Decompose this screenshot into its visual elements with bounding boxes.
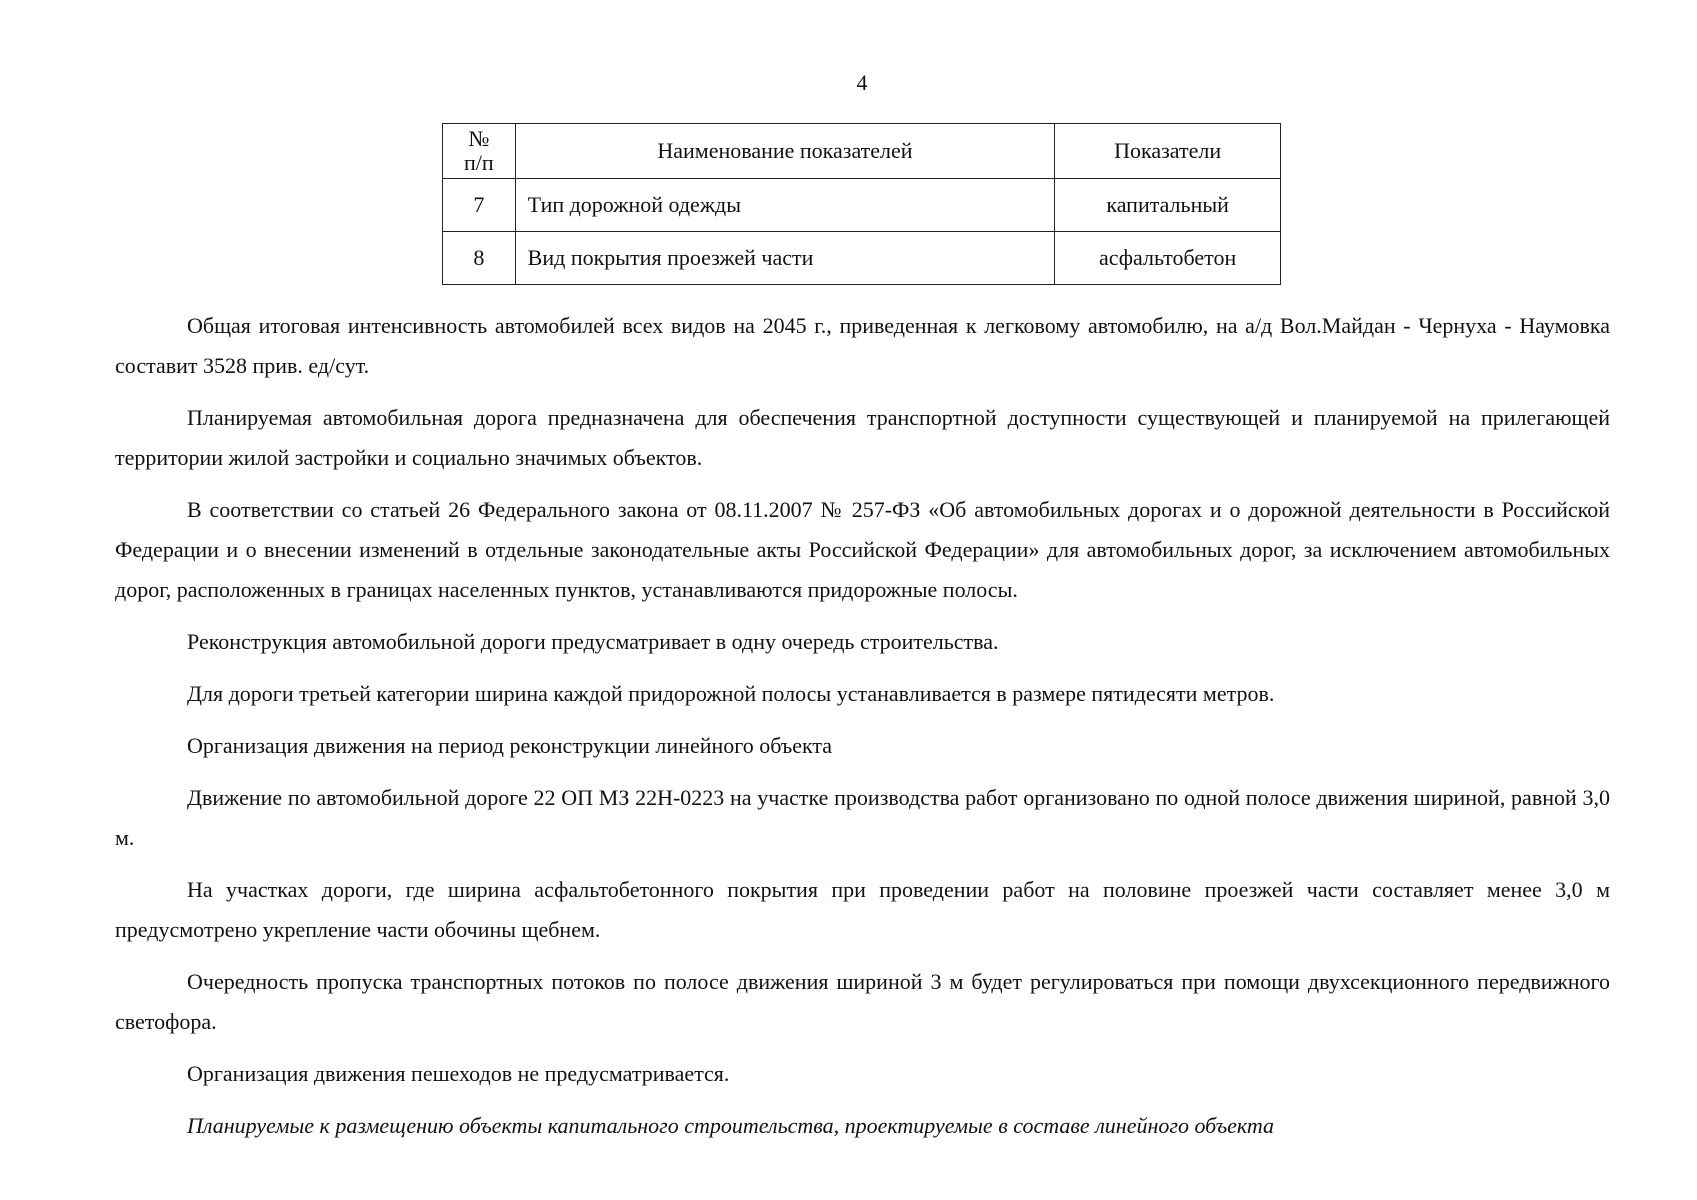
row-indicator-value: капитальный xyxy=(1055,179,1281,232)
header-number-symbol: № xyxy=(468,126,490,151)
table-row xyxy=(443,232,1281,285)
paragraph-traffic-light: Очередность пропуска транспортных потоков по полосе движения шириной 3 м будет регулироваться при помощи двухсекционного передвижного светофора. xyxy=(115,969,1610,1034)
header-indicator-value: Показатели xyxy=(1055,124,1281,179)
row-number: 8 xyxy=(443,232,516,285)
table-header-row xyxy=(443,124,1281,179)
paragraph-traffic-intensity: Общая итоговая интенсивность автомобилей всех видов на 2045 г., приведенная к легковому автомобилю, на а/д Вол.Майдан - Чернуха - Наумовка составит 3528 прив. ед/сут. xyxy=(115,313,1610,378)
row-indicator-name: Тип дорожной одежды xyxy=(515,179,1055,232)
header-indicator-name: Наименование показателей xyxy=(515,124,1055,179)
paragraph-single-lane: Движение по автомобильной дороге 22 ОП МЗ 22Н-0223 на участке производства работ организовано по одной полосе движения шириной, равной 3,0 м. xyxy=(115,785,1610,850)
row-number: 7 xyxy=(443,179,516,232)
paragraph-shoulder-reinforcement: На участках дороги, где ширина асфальтобетонного покрытия при проведении работ на половине проезжей части составляет менее 3,0 м предусмотрено укрепление части обочины щебнем. xyxy=(115,877,1610,942)
indicators-table xyxy=(442,123,1281,285)
paragraph-roadside-strip: Для дороги третьей категории ширина каждой придорожной полосы устанавливается в размере пятидесяти метров. xyxy=(187,681,1275,706)
header-number-abbrev: п/п xyxy=(464,150,494,175)
table-row xyxy=(443,179,1281,232)
paragraph-planned-objects-heading: Планируемые к размещению объекты капитального строительства, проектируемые в составе линейного объекта xyxy=(187,1113,1275,1138)
row-indicator-name: Вид покрытия проезжей части xyxy=(515,232,1055,285)
paragraph-reconstruction-stage: Реконструкция автомобильной дороги предусматривает в одну очередь строительства. xyxy=(187,629,999,654)
document-body xyxy=(115,306,1610,1158)
header-number xyxy=(443,124,516,179)
paragraph-road-purpose: Планируемая автомобильная дорога предназначена для обеспечения транспортной доступности существующей и планируемой на прилегающей территории жилой застройки и социально значимых объектов. xyxy=(115,405,1610,470)
paragraph-traffic-organization-heading: Организация движения на период реконструкции линейного объекта xyxy=(187,733,833,758)
paragraph-federal-law: В соответствии со статьей 26 Федерального закона от 08.11.2007 № 257-ФЗ «Об автомобильных дорогах и о дорожной деятельности в Российской Федерации и о внесении изменений в отдельные законодательные акты Российской Федерации» для автомобильных дорог, за исключением автомобильных дорог, расположенных в границах населенных пунктов, устанавливаются придорожные полосы. xyxy=(115,497,1610,602)
paragraph-pedestrians: Организация движения пешеходов не предусматривается. xyxy=(187,1061,730,1086)
row-indicator-value: асфальтобетон xyxy=(1055,232,1281,285)
page-number: 4 xyxy=(856,70,868,95)
